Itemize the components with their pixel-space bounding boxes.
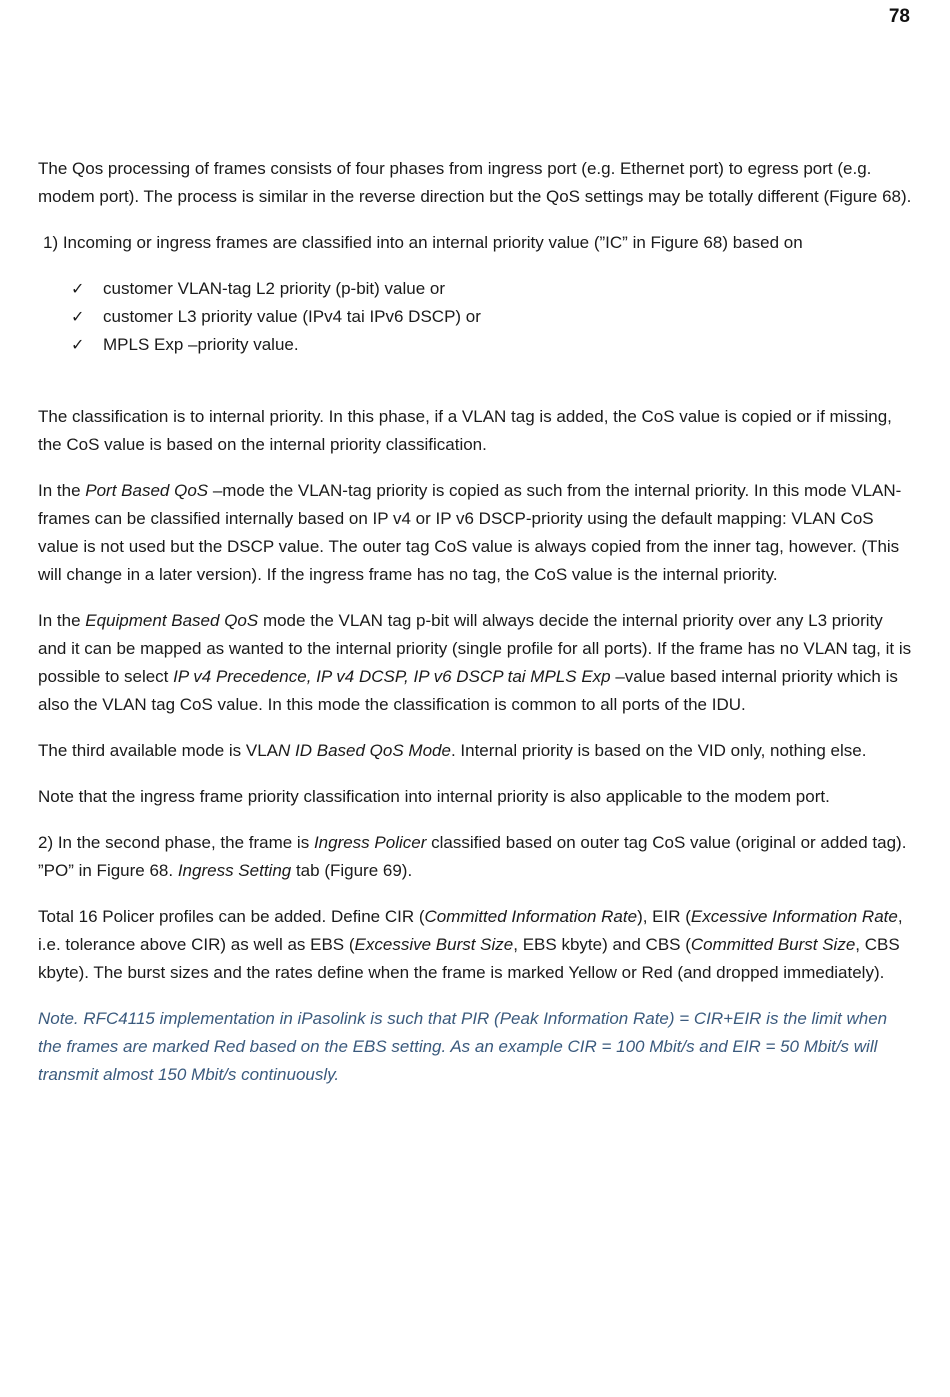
port-based-qos-paragraph bbox=[38, 477, 912, 589]
list-item bbox=[71, 275, 912, 303]
text-run: The third available mode is VLA bbox=[38, 741, 279, 760]
text-run: . Internal priority is based on the VID only, nothing else. bbox=[450, 741, 867, 760]
list-item-text: customer VLAN-tag L2 priority (p-bit) value or bbox=[103, 279, 446, 298]
text-run: In the bbox=[38, 611, 86, 630]
text-run: In the bbox=[38, 481, 86, 500]
text-run: Total 16 Policer profiles can be added. Define CIR ( bbox=[38, 907, 425, 926]
text-run: –mode the VLAN-tag priority is copied as such from the internal priority. In this mode VLAN-frames can be classified internally based on IP v4 or IP v6 DSCP-priority using the default mapping: VLAN CoS value is not used but the DSCP value. The outer tag CoS value is always copied from the inner tag, however. (This will change in a later version). If the ingress frame has no tag, the CoS value is the internal priority. bbox=[38, 481, 902, 584]
step-2-paragraph bbox=[38, 829, 912, 885]
intro-paragraph: The Qos processing of frames consists of four phases from ingress port (e.g. Ethernet port) to egress port (e.g. modem port). The process is similar in the reverse direction but the QoS settings may be totally different (Figure 68). bbox=[38, 159, 912, 206]
vlan-id-qos-paragraph bbox=[38, 737, 912, 765]
term-ingress-policer: Ingress Policer bbox=[313, 833, 427, 852]
text-run: , CBS kbyte). The burst sizes and the rates define when the frame is marked Yellow or Red (and dropped immediately). bbox=[38, 935, 900, 982]
list-item-text: MPLS Exp –priority value. bbox=[103, 335, 299, 354]
list-item bbox=[71, 331, 912, 359]
term-ebs: Excessive Burst Size bbox=[354, 935, 514, 954]
text-run: , EBS kbyte) and CBS ( bbox=[513, 935, 691, 954]
page-number: 78 bbox=[888, 6, 910, 27]
rfc4115-note: Note. RFC4115 implementation in iPasolink is such that PIR (Peak Information Rate) = CIR+EIR is the limit when the frames are marked Red based on the EBS setting. As an example CIR = 100 Mbit/s and EIR = 50 Mbit/s will transmit almost 150 Mbit/s continuously. bbox=[38, 1009, 888, 1084]
text-run: ), EIR ( bbox=[637, 907, 691, 926]
term-priority-options: IP v4 Precedence, IP v4 DCSP, IP v6 DSCP tai MPLS Exp bbox=[173, 667, 611, 686]
text-run: tab (Figure 69). bbox=[291, 861, 413, 880]
text-run: 2) In the second phase, the frame is bbox=[38, 833, 314, 852]
text-run: –value based internal priority which is also the VLAN tag CoS value. In this mode the classification is common to all ports of the IDU. bbox=[38, 667, 898, 714]
term-equipment-based-qos: Equipment Based QoS bbox=[85, 611, 259, 630]
term-vlan-id-qos-mode: N ID Based QoS Mode bbox=[278, 741, 451, 760]
equipment-based-qos-paragraph bbox=[38, 607, 912, 719]
text-run: mode the VLAN tag p-bit will always decide the internal priority over any L3 priority and it can be mapped as wanted to the internal priority (single profile for all ports). If the frame has no VLAN tag, it is possible to select bbox=[38, 611, 912, 686]
text-run: , i.e. tolerance above CIR) as well as EBS ( bbox=[38, 907, 903, 954]
check-mark-icon: ✓ bbox=[71, 335, 85, 354]
document-body bbox=[38, 155, 912, 1107]
classification-paragraph: The classification is to internal priority. In this phase, if a VLAN tag is added, the CoS value is copied or if missing, the CoS value is based on the internal priority classification. bbox=[38, 407, 892, 454]
ingress-note-paragraph: Note that the ingress frame priority classification into internal priority is also applicable to the modem port. bbox=[38, 787, 830, 806]
term-ingress-setting: Ingress Setting bbox=[177, 861, 292, 880]
term-cir: Committed Information Rate bbox=[424, 907, 638, 926]
check-mark-icon: ✓ bbox=[71, 307, 85, 326]
term-cbs: Committed Burst Size bbox=[690, 935, 856, 954]
term-eir: Excessive Information Rate bbox=[690, 907, 898, 926]
check-mark-icon: ✓ bbox=[71, 279, 85, 298]
term-port-based-qos: Port Based QoS bbox=[85, 481, 209, 500]
text-run: classified based on outer tag CoS value (original or added tag). ”PO” in Figure 68. bbox=[38, 833, 907, 880]
list-item-text: customer L3 priority value (IPv4 tai IPv6 DSCP) or bbox=[103, 307, 481, 326]
policer-profiles-paragraph bbox=[38, 903, 912, 987]
step-1-paragraph: 1) Incoming or ingress frames are classified into an internal priority value (”IC” in Figure 68) based on bbox=[43, 233, 803, 252]
list-item bbox=[71, 303, 912, 331]
priority-source-list bbox=[38, 275, 912, 359]
